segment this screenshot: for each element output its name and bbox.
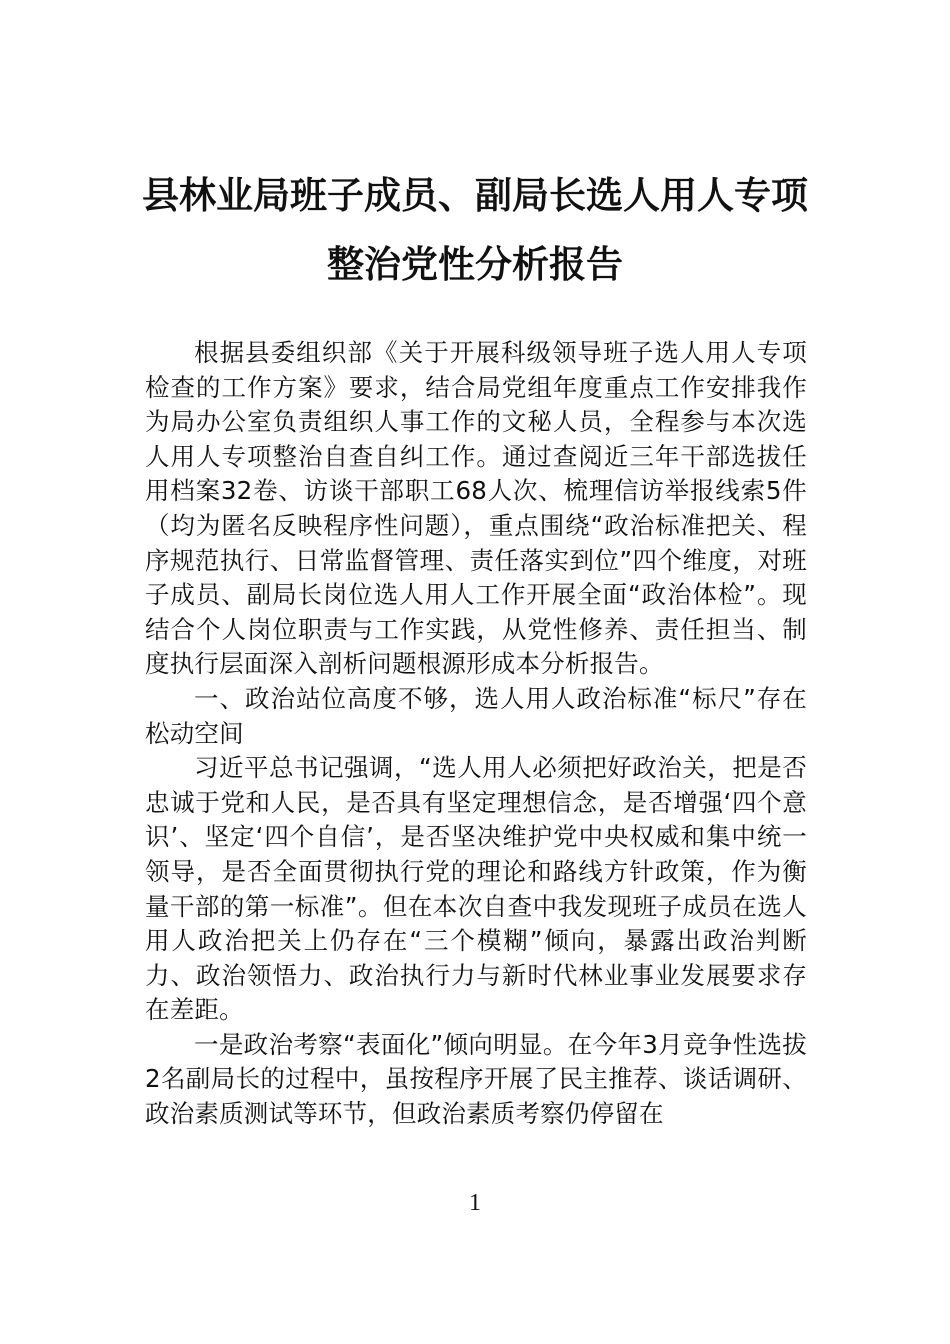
paragraph-intro: 根据县委组织部《关于开展科级领导班子选人用人专项检查的工作方案》要求，结合局党组年度重点工作安排我作为局办公室负责组织人事工作的文秘人员，全程参与本次选人用人专项整治自查自纠工作。通过查阅近三年干部选拔任用档案32卷、访谈干部职工68人次、梳理信访举报线索5件（均为匿名反映程序性问题），重点围绕“政治标准把关、程序规范执行、日常监督管理、责任落实到位”四个维度，对班子成员、副局长岗位选人用人工作开展全面“政治体检”。现结合个人岗位职责与工作实践，从党性修养、责任担当、制度执行层面深入剖析问题根源形成本分析报告。 xyxy=(145,338,807,679)
paragraph-quote: 习近平总书记强调，“选人用人必须把好政治关，把是否忠诚于党和人民，是否具有坚定理想信念，是否增强‘四个意识’、坚定‘四个自信’，是否坚决维护党中央权威和集中统一领导，是否全面贯彻执行党的理论和路线方针政策，作为衡量干部的第一标准”。但在本次自查中我发现班子成员在选人用人政治把关上仍存在“三个模糊”倾向，暴露出政治判断力、政治领悟力、政治执行力与新时代林业事业发展要求存在差距。 xyxy=(145,753,807,1025)
page-number: 1 xyxy=(469,1190,481,1216)
section-heading-1: 一、政治站位高度不够，选人用人政治标准“标尺”存在松动空间 xyxy=(145,683,807,748)
document-title-line-2: 整治党性分析报告 xyxy=(327,243,623,286)
document-body xyxy=(145,336,807,1132)
document-title-line-1: 县林业局班子成员、副局长选人用人专项 xyxy=(142,174,808,217)
paragraph-point-1: 一是政治考察“表面化”倾向明显。在今年3月竞争性选拔2名副局长的过程中，虽按程序开展了民主推荐、谈话调研、政治素质测试等环节，但政治素质考察仍停留在 xyxy=(145,1029,807,1129)
